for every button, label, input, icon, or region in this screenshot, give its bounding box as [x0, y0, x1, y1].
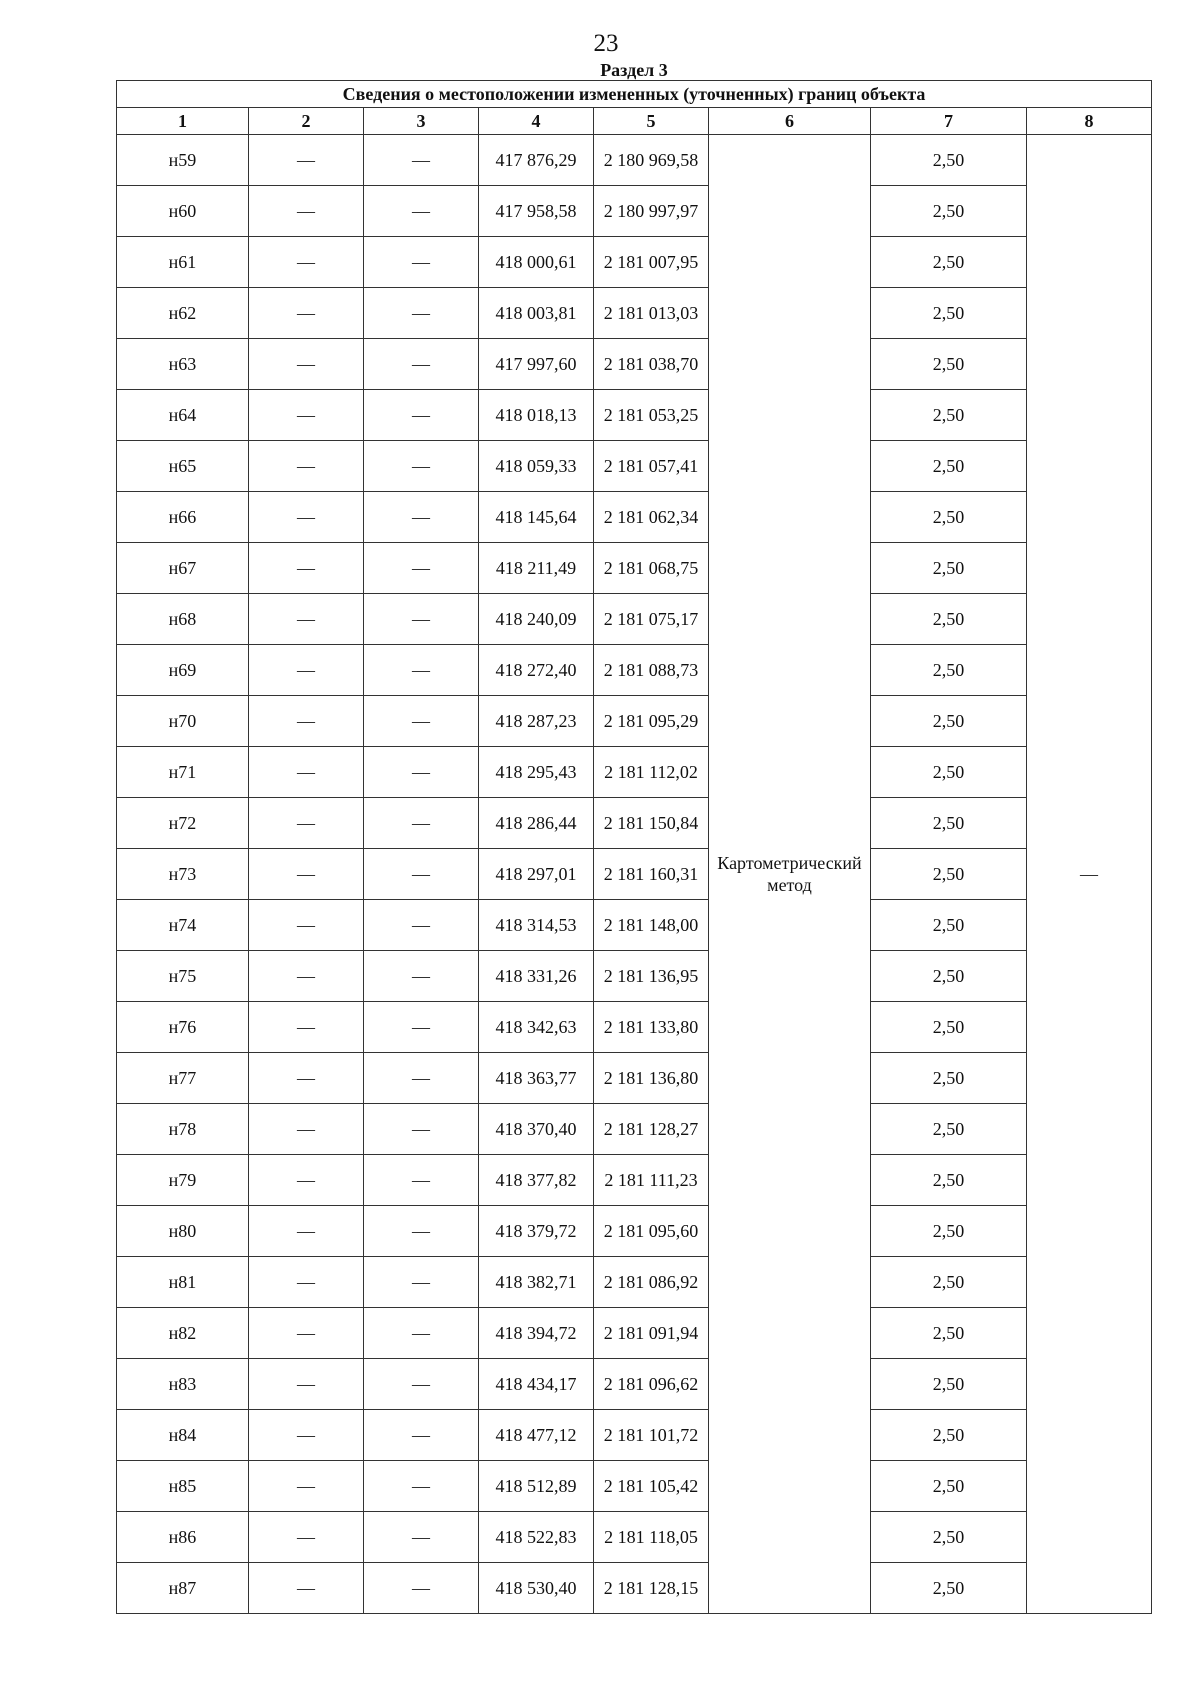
accuracy-cell: 2,50: [871, 1053, 1027, 1104]
table-row: [117, 900, 1152, 951]
y-coordinate-cell: 2 181 150,84: [594, 798, 709, 849]
column2-cell: —: [249, 1053, 364, 1104]
accuracy-cell: 2,50: [871, 288, 1027, 339]
point-cell: н84: [117, 1410, 249, 1461]
column2-cell: —: [249, 849, 364, 900]
column2-cell: —: [249, 747, 364, 798]
point-cell: н71: [117, 747, 249, 798]
y-coordinate-cell: 2 181 128,15: [594, 1563, 709, 1614]
column3-cell: —: [364, 390, 479, 441]
x-coordinate-cell: 418 314,53: [479, 900, 594, 951]
accuracy-cell: 2,50: [871, 900, 1027, 951]
y-coordinate-cell: 2 181 007,95: [594, 237, 709, 288]
column3-cell: —: [364, 1410, 479, 1461]
column2-cell: —: [249, 951, 364, 1002]
column2-cell: —: [249, 594, 364, 645]
point-cell: н63: [117, 339, 249, 390]
y-coordinate-cell: 2 181 128,27: [594, 1104, 709, 1155]
x-coordinate-cell: 418 145,64: [479, 492, 594, 543]
y-coordinate-cell: 2 181 095,29: [594, 696, 709, 747]
table-row: [117, 696, 1152, 747]
x-coordinate-cell: 418 331,26: [479, 951, 594, 1002]
table-row: [117, 594, 1152, 645]
accuracy-cell: 2,50: [871, 543, 1027, 594]
x-coordinate-cell: 418 000,61: [479, 237, 594, 288]
point-cell: н72: [117, 798, 249, 849]
point-cell: н74: [117, 900, 249, 951]
x-coordinate-cell: 418 211,49: [479, 543, 594, 594]
x-coordinate-cell: 418 297,01: [479, 849, 594, 900]
x-coordinate-cell: 418 363,77: [479, 1053, 594, 1104]
point-cell: н61: [117, 237, 249, 288]
column2-cell: —: [249, 696, 364, 747]
column2-cell: —: [249, 1002, 364, 1053]
column2-cell: —: [249, 543, 364, 594]
y-coordinate-cell: 2 181 088,73: [594, 645, 709, 696]
accuracy-cell: 2,50: [871, 1308, 1027, 1359]
y-coordinate-cell: 2 181 075,17: [594, 594, 709, 645]
x-coordinate-cell: 418 377,82: [479, 1155, 594, 1206]
point-cell: н65: [117, 441, 249, 492]
accuracy-cell: 2,50: [871, 1461, 1027, 1512]
y-coordinate-cell: 2 181 096,62: [594, 1359, 709, 1410]
x-coordinate-cell: 418 342,63: [479, 1002, 594, 1053]
table-row: [117, 747, 1152, 798]
x-coordinate-cell: 418 382,71: [479, 1257, 594, 1308]
point-cell: н60: [117, 186, 249, 237]
column2-cell: —: [249, 1461, 364, 1512]
y-coordinate-cell: 2 181 057,41: [594, 441, 709, 492]
column3-cell: —: [364, 951, 479, 1002]
table-row: [117, 645, 1152, 696]
y-coordinate-cell: 2 181 105,42: [594, 1461, 709, 1512]
column3-cell: —: [364, 186, 479, 237]
table-row: [117, 1206, 1152, 1257]
column3-cell: —: [364, 1257, 479, 1308]
table-row: [117, 1308, 1152, 1359]
table-row: [117, 798, 1152, 849]
y-coordinate-cell: 2 181 112,02: [594, 747, 709, 798]
point-cell: н62: [117, 288, 249, 339]
table-row: [117, 1359, 1152, 1410]
point-cell: н69: [117, 645, 249, 696]
table-row: [117, 543, 1152, 594]
point-cell: н78: [117, 1104, 249, 1155]
point-cell: н82: [117, 1308, 249, 1359]
table-row: [117, 1002, 1152, 1053]
column2-cell: —: [249, 1359, 364, 1410]
column2-cell: —: [249, 1308, 364, 1359]
point-cell: н70: [117, 696, 249, 747]
point-cell: н80: [117, 1206, 249, 1257]
x-coordinate-cell: 418 434,17: [479, 1359, 594, 1410]
column3-cell: —: [364, 237, 479, 288]
x-coordinate-cell: 418 059,33: [479, 441, 594, 492]
column2-cell: —: [249, 1104, 364, 1155]
accuracy-cell: 2,50: [871, 747, 1027, 798]
y-coordinate-cell: 2 181 038,70: [594, 339, 709, 390]
table-row: [117, 390, 1152, 441]
column2-cell: —: [249, 645, 364, 696]
x-coordinate-cell: 418 530,40: [479, 1563, 594, 1614]
point-cell: н73: [117, 849, 249, 900]
column3-cell: —: [364, 1563, 479, 1614]
accuracy-cell: 2,50: [871, 237, 1027, 288]
table-row: [117, 1410, 1152, 1461]
accuracy-cell: 2,50: [871, 1563, 1027, 1614]
y-coordinate-cell: 2 181 101,72: [594, 1410, 709, 1461]
point-cell: н83: [117, 1359, 249, 1410]
column2-cell: —: [249, 237, 364, 288]
table-row: [117, 951, 1152, 1002]
column3-cell: —: [364, 1155, 479, 1206]
column2-cell: —: [249, 186, 364, 237]
accuracy-cell: 2,50: [871, 186, 1027, 237]
table-row: [117, 135, 1152, 186]
y-coordinate-cell: 2 181 053,25: [594, 390, 709, 441]
column2-cell: —: [249, 1563, 364, 1614]
accuracy-cell: 2,50: [871, 798, 1027, 849]
x-coordinate-cell: 418 286,44: [479, 798, 594, 849]
point-cell: н67: [117, 543, 249, 594]
table-row: [117, 1257, 1152, 1308]
method-cell: Картометрический метод: [709, 135, 871, 1614]
y-coordinate-cell: 2 181 086,92: [594, 1257, 709, 1308]
accuracy-cell: 2,50: [871, 1512, 1027, 1563]
y-coordinate-cell: 2 181 148,00: [594, 900, 709, 951]
coordinates-table: [116, 80, 1152, 1614]
point-cell: н75: [117, 951, 249, 1002]
column3-cell: —: [364, 1512, 479, 1563]
x-coordinate-cell: 418 287,23: [479, 696, 594, 747]
x-coordinate-cell: 418 272,40: [479, 645, 594, 696]
y-coordinate-cell: 2 181 062,34: [594, 492, 709, 543]
column3-cell: —: [364, 900, 479, 951]
column-number: 4: [479, 108, 594, 135]
point-cell: н66: [117, 492, 249, 543]
table-row: [117, 339, 1152, 390]
x-coordinate-cell: 418 477,12: [479, 1410, 594, 1461]
y-coordinate-cell: 2 180 969,58: [594, 135, 709, 186]
column-number: 7: [871, 108, 1027, 135]
accuracy-cell: 2,50: [871, 441, 1027, 492]
accuracy-cell: 2,50: [871, 339, 1027, 390]
accuracy-cell: 2,50: [871, 1002, 1027, 1053]
table-row: [117, 1104, 1152, 1155]
column3-cell: —: [364, 747, 479, 798]
column2-cell: —: [249, 135, 364, 186]
accuracy-cell: 2,50: [871, 849, 1027, 900]
section-title: Раздел 3: [600, 60, 668, 80]
table-row: [117, 237, 1152, 288]
column2-cell: —: [249, 390, 364, 441]
x-coordinate-cell: 418 379,72: [479, 1206, 594, 1257]
point-cell: н64: [117, 390, 249, 441]
table-row: [117, 288, 1152, 339]
y-coordinate-cell: 2 181 118,05: [594, 1512, 709, 1563]
column3-cell: —: [364, 492, 479, 543]
y-coordinate-cell: 2 181 160,31: [594, 849, 709, 900]
column-number: 3: [364, 108, 479, 135]
table-row: [117, 849, 1152, 900]
accuracy-cell: 2,50: [871, 1359, 1027, 1410]
column2-cell: —: [249, 492, 364, 543]
table-row: [117, 186, 1152, 237]
y-coordinate-cell: 2 181 136,80: [594, 1053, 709, 1104]
column3-cell: —: [364, 339, 479, 390]
x-coordinate-cell: 417 876,29: [479, 135, 594, 186]
table-row: [117, 1512, 1152, 1563]
accuracy-cell: 2,50: [871, 492, 1027, 543]
x-coordinate-cell: 418 370,40: [479, 1104, 594, 1155]
column-number-row: [117, 108, 1152, 135]
column3-cell: —: [364, 288, 479, 339]
column-number: 6: [709, 108, 871, 135]
column3-cell: —: [364, 1359, 479, 1410]
accuracy-cell: 2,50: [871, 1155, 1027, 1206]
column-number: 1: [117, 108, 249, 135]
table-row: [117, 441, 1152, 492]
x-coordinate-cell: 418 522,83: [479, 1512, 594, 1563]
accuracy-cell: 2,50: [871, 1257, 1027, 1308]
accuracy-cell: 2,50: [871, 1104, 1027, 1155]
point-cell: н87: [117, 1563, 249, 1614]
table-row: [117, 1461, 1152, 1512]
x-coordinate-cell: 417 997,60: [479, 339, 594, 390]
y-coordinate-cell: 2 181 111,23: [594, 1155, 709, 1206]
y-coordinate-cell: 2 181 068,75: [594, 543, 709, 594]
x-coordinate-cell: 418 295,43: [479, 747, 594, 798]
column2-cell: —: [249, 288, 364, 339]
column3-cell: —: [364, 543, 479, 594]
y-coordinate-cell: 2 181 136,95: [594, 951, 709, 1002]
column3-cell: —: [364, 798, 479, 849]
column2-cell: —: [249, 798, 364, 849]
table-caption-row: [117, 81, 1152, 108]
column3-cell: —: [364, 1461, 479, 1512]
x-coordinate-cell: 418 394,72: [479, 1308, 594, 1359]
column2-cell: —: [249, 1155, 364, 1206]
point-cell: н81: [117, 1257, 249, 1308]
accuracy-cell: 2,50: [871, 135, 1027, 186]
column3-cell: —: [364, 594, 479, 645]
column3-cell: —: [364, 696, 479, 747]
y-coordinate-cell: 2 181 133,80: [594, 1002, 709, 1053]
column3-cell: —: [364, 1002, 479, 1053]
column2-cell: —: [249, 339, 364, 390]
column3-cell: —: [364, 441, 479, 492]
accuracy-cell: 2,50: [871, 1206, 1027, 1257]
x-coordinate-cell: 418 018,13: [479, 390, 594, 441]
column2-cell: —: [249, 1512, 364, 1563]
column3-cell: —: [364, 135, 479, 186]
column3-cell: —: [364, 645, 479, 696]
point-cell: н79: [117, 1155, 249, 1206]
accuracy-cell: 2,50: [871, 696, 1027, 747]
point-cell: н76: [117, 1002, 249, 1053]
page-number: 23: [593, 30, 619, 57]
column8-cell: —: [1027, 135, 1152, 1614]
column2-cell: —: [249, 1257, 364, 1308]
column3-cell: —: [364, 1053, 479, 1104]
accuracy-cell: 2,50: [871, 645, 1027, 696]
column-number: 2: [249, 108, 364, 135]
column2-cell: —: [249, 900, 364, 951]
x-coordinate-cell: 418 512,89: [479, 1461, 594, 1512]
y-coordinate-cell: 2 181 095,60: [594, 1206, 709, 1257]
table-row: [117, 1053, 1152, 1104]
column3-cell: —: [364, 1206, 479, 1257]
x-coordinate-cell: 418 240,09: [479, 594, 594, 645]
x-coordinate-cell: 417 958,58: [479, 186, 594, 237]
y-coordinate-cell: 2 181 091,94: [594, 1308, 709, 1359]
x-coordinate-cell: 418 003,81: [479, 288, 594, 339]
point-cell: н77: [117, 1053, 249, 1104]
point-cell: н59: [117, 135, 249, 186]
table-row: [117, 1563, 1152, 1614]
column2-cell: —: [249, 441, 364, 492]
point-cell: н86: [117, 1512, 249, 1563]
accuracy-cell: 2,50: [871, 594, 1027, 645]
column-number: 5: [594, 108, 709, 135]
column2-cell: —: [249, 1410, 364, 1461]
column2-cell: —: [249, 1206, 364, 1257]
accuracy-cell: 2,50: [871, 951, 1027, 1002]
table-row: [117, 1155, 1152, 1206]
y-coordinate-cell: 2 180 997,97: [594, 186, 709, 237]
column3-cell: —: [364, 849, 479, 900]
accuracy-cell: 2,50: [871, 390, 1027, 441]
column3-cell: —: [364, 1104, 479, 1155]
column3-cell: —: [364, 1308, 479, 1359]
column-number: 8: [1027, 108, 1152, 135]
accuracy-cell: 2,50: [871, 1410, 1027, 1461]
table-caption: Сведения о местоположении измененных (уточненных) границ объекта: [117, 81, 1152, 108]
point-cell: н68: [117, 594, 249, 645]
point-cell: н85: [117, 1461, 249, 1512]
y-coordinate-cell: 2 181 013,03: [594, 288, 709, 339]
table-row: [117, 492, 1152, 543]
